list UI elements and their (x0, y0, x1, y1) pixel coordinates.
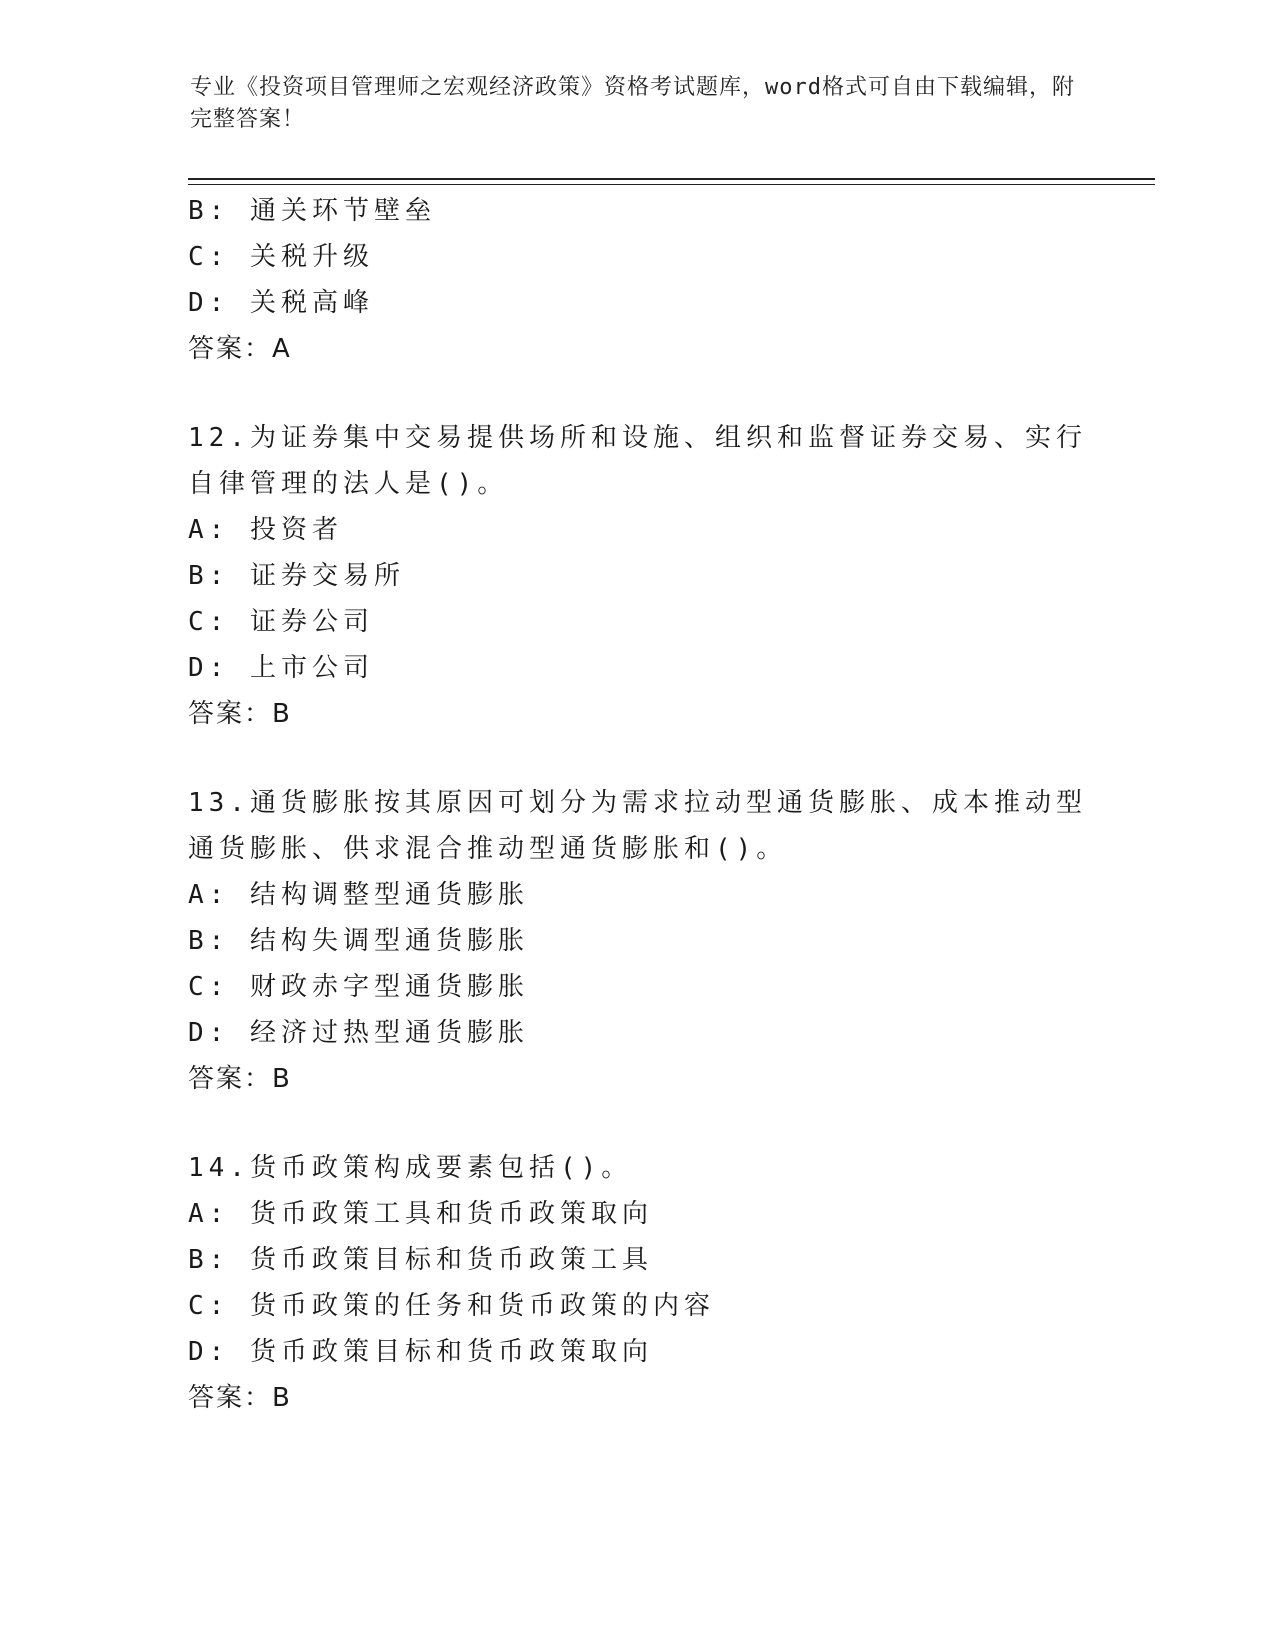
question-stem: 14.货币政策构成要素包括()。 (188, 1153, 633, 1183)
option-c: C: 关税升级 (188, 242, 374, 272)
option-d: D: 上市公司 (188, 653, 374, 683)
question-12 (188, 415, 1108, 737)
answer-line: 答案：A (188, 334, 292, 364)
option-d: D: 关税高峰 (188, 288, 374, 318)
question-11-continued (188, 188, 1108, 372)
question-stem: 13.通货膨胀按其原因可划分为需求拉动型通货膨胀、成本推动型通货膨胀、供求混合推动型通货膨胀和()。 (188, 788, 1087, 864)
option-d: D: 经济过热型通货膨胀 (188, 1018, 529, 1048)
question-13 (188, 780, 1108, 1102)
option-b: B: 通关环节壁垒 (188, 196, 436, 226)
question-14 (188, 1145, 1108, 1421)
option-a: A: 投资者 (188, 515, 343, 545)
option-d: D: 货币政策目标和货币政策取向 (188, 1337, 653, 1367)
option-c: C: 财政赤字型通货膨胀 (188, 972, 529, 1002)
answer-line: 答案：B (188, 699, 292, 729)
option-c: C: 货币政策的任务和货币政策的内容 (188, 1291, 715, 1321)
answer-line: 答案：B (188, 1383, 292, 1413)
option-b: B: 结构失调型通货膨胀 (188, 926, 529, 956)
header-rule-thin (188, 184, 1155, 185)
option-b: B: 货币政策目标和货币政策工具 (188, 1245, 653, 1275)
header-rule-thick (188, 178, 1155, 180)
option-c: C: 证券公司 (188, 607, 374, 637)
document-intro: 专业《投资项目管理师之宏观经济政策》资格考试题库，word格式可自由下载编辑，附完整答案！ (190, 75, 1075, 132)
option-b: B: 证券交易所 (188, 561, 405, 591)
option-a: A: 货币政策工具和货币政策取向 (188, 1199, 653, 1229)
answer-line: 答案：B (188, 1064, 292, 1094)
question-list (188, 188, 1108, 1421)
option-a: A: 结构调整型通货膨胀 (188, 880, 529, 910)
question-stem: 12.为证券集中交易提供场所和设施、组织和监督证券交易、实行自律管理的法人是()。 (188, 423, 1087, 499)
